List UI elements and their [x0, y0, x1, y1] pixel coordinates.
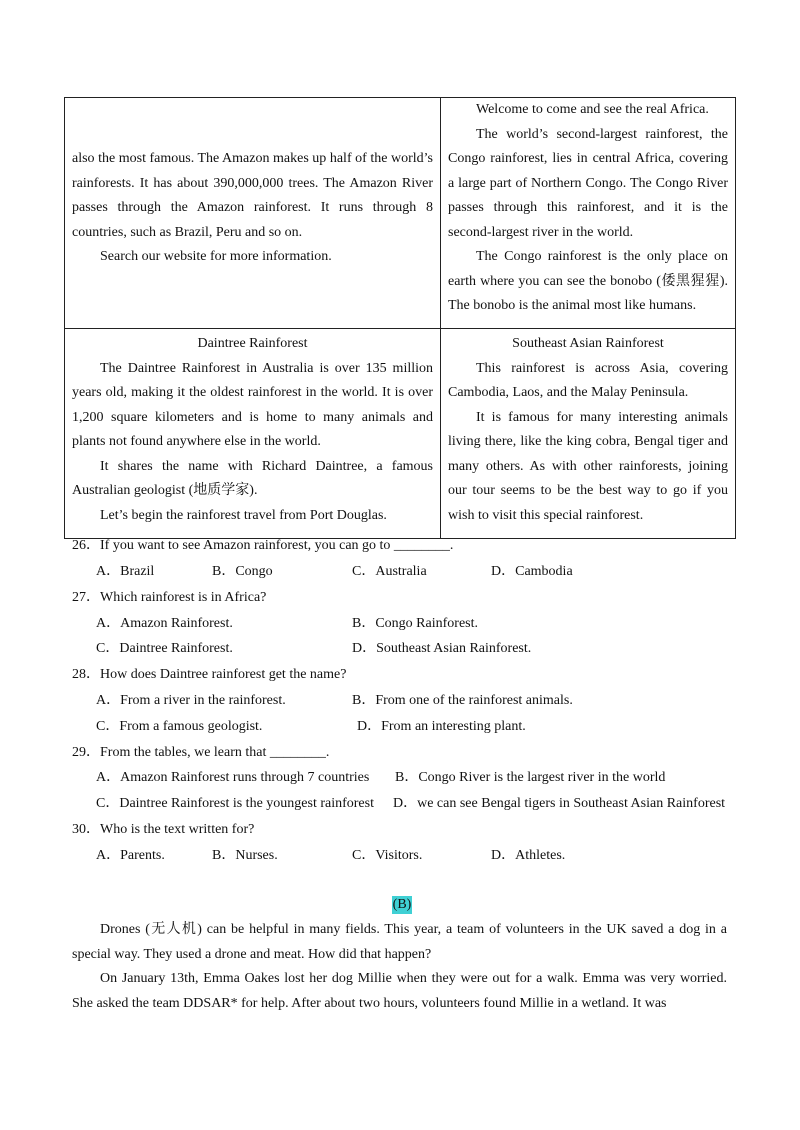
daintree-paragraph-3: Let’s begin the rainforest travel from Port Douglas.	[100, 507, 387, 523]
q30-option-a[interactable]: A．Parents.	[96, 848, 165, 863]
rainforest-table	[64, 97, 736, 539]
daintree-paragraph-1: The Daintree Rainforest in Australia is over 135 million years old, making it the oldest rainforest in the world. It is over 1,200 square kilometers and is home to many animals and plants not found anywhere else in the world.	[72, 360, 433, 449]
q28-option-b[interactable]: B．From one of the rainforest animals.	[352, 693, 573, 708]
q29-option-a[interactable]: A．Amazon Rainforest runs through 7 countries	[96, 770, 370, 785]
q30-option-b[interactable]: B．Nurses.	[212, 848, 278, 863]
question-28: 28．How does Daintree rainforest get the name?	[72, 667, 347, 682]
section-b-passage	[72, 918, 727, 1016]
q27-option-c[interactable]: C．Daintree Rainforest.	[96, 641, 233, 656]
q27-option-b[interactable]: B．Congo Rainforest.	[352, 616, 478, 631]
congo-welcome: Welcome to come and see the real Africa.	[476, 102, 709, 117]
southeast-asian-cell	[441, 329, 736, 539]
congo-cell	[441, 98, 736, 329]
q30-option-d[interactable]: D．Athletes.	[491, 848, 566, 863]
question-29: 29．From the tables, we learn that ________.	[72, 745, 330, 760]
question-27: 27．Which rainforest is in Africa?	[72, 590, 267, 605]
congo-paragraph-2: The Congo rainforest is the only place on earth where you can see the bonobo (倭黑猩猩). The bonobo is the animal most like humans.	[448, 249, 728, 313]
southeast-asian-paragraph-1: This rainforest is across Asia, covering Cambodia, Laos, and the Malay Peninsula.	[448, 360, 728, 400]
q28-option-c[interactable]: C．From a famous geologist.	[96, 719, 263, 734]
q28-option-a[interactable]: A．From a river in the rainforest.	[96, 693, 286, 708]
congo-paragraph-1: The world’s second-largest rainforest, the Congo rainforest, lies in central Africa, covering a large part of Northern Congo. The Congo River passes through this rainforest, and it is the second-largest river in the world.	[448, 126, 728, 240]
q27-option-a[interactable]: A．Amazon Rainforest.	[96, 616, 233, 631]
q26-option-a[interactable]: A．Brazil	[96, 564, 155, 579]
question-26: 26．If you want to see Amazon rainforest, you can go to ________.	[72, 538, 454, 553]
q26-option-d[interactable]: D．Cambodia	[491, 564, 573, 579]
amazon-cell	[65, 98, 441, 329]
q26-option-b[interactable]: B．Congo	[212, 564, 273, 579]
daintree-paragraph-2: It shares the name with Richard Daintree, a famous Australian geologist (地质学家).	[72, 458, 433, 498]
q26-option-c[interactable]: C．Australia	[352, 564, 427, 579]
daintree-title: Daintree Rainforest	[197, 336, 308, 351]
section-b-label: (B)	[392, 897, 412, 912]
q27-option-d[interactable]: D．Southeast Asian Rainforest.	[352, 641, 532, 656]
daintree-cell	[65, 329, 441, 539]
section-b-paragraph-1: Drones (无人机) can be helpful in many fields. This year, a team of volunteers in the UK saved a dog in a special way. They used a drone and meat. How did that happen?	[72, 922, 727, 962]
q30-option-c[interactable]: C．Visitors.	[352, 848, 423, 863]
amazon-search-note: Search our website for more information.	[100, 249, 332, 264]
section-b-paragraph-2: On January 13th, Emma Oakes lost her dog Millie when they were out for a walk. Emma was very worried. She asked the team DDSAR* for help. After about two hours, volunteers found Millie in a wetland. It was	[72, 971, 727, 1011]
q29-option-d[interactable]: D．we can see Bengal tigers in Southeast Asian Rainforest	[393, 796, 726, 811]
q29-option-c[interactable]: C．Daintree Rainforest is the youngest rainforest	[96, 796, 374, 811]
southeast-asian-paragraph-2: It is famous for many interesting animals living there, like the king cobra, Bengal tiger and many others. As with other rainforests, joining our tour seems to be the best way to go if you wish to visit this special rainforest.	[448, 409, 728, 523]
q29-option-b[interactable]: B．Congo River is the largest river in the world	[395, 770, 666, 785]
question-30: 30．Who is the text written for?	[72, 822, 255, 837]
southeast-asian-title: Southeast Asian Rainforest	[512, 336, 664, 351]
amazon-paragraph: also the most famous. The Amazon makes up half of the world’s rainforests. It has about 390,000,000 trees. The Amazon River passes through the Amazon rainforest. It runs through 8 countries, such as Brazil, Peru and so on.	[72, 151, 433, 240]
q28-option-d[interactable]: D．From an interesting plant.	[357, 719, 526, 734]
